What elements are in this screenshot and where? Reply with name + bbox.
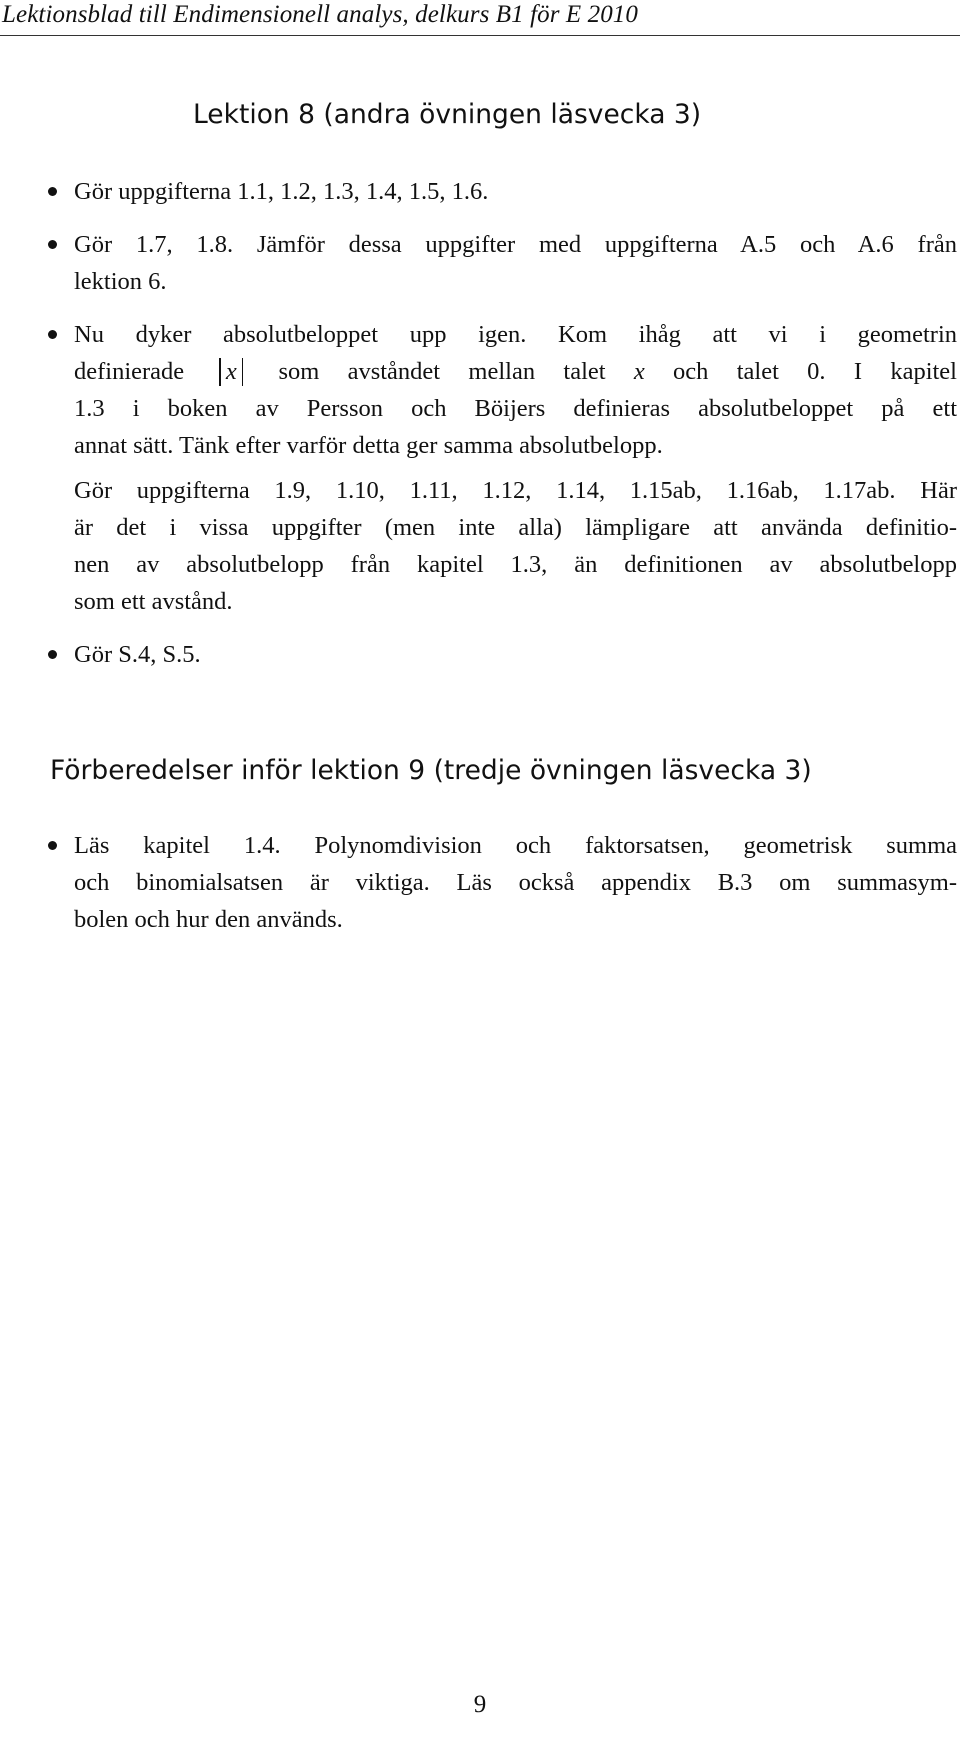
list-item-line: lektion 6. xyxy=(74,268,167,295)
list-item xyxy=(74,226,957,300)
forberedelser-task-list xyxy=(74,827,957,954)
section-title-lektion-8: Lektion 8 (andra övningen läsvecka 3) xyxy=(193,99,702,130)
text-fragment: som avståndet mellan talet xyxy=(250,358,634,385)
list-item-line: 1.3 i boken av Persson och Böijers definieras absolutbeloppet på ett xyxy=(74,395,957,422)
list-item xyxy=(74,173,957,210)
absolute-value-expression: x xyxy=(212,358,250,385)
math-variable: x xyxy=(633,358,645,385)
list-item xyxy=(74,316,957,620)
list-item-line: Gör uppgifterna 1.9, 1.10, 1.11, 1.12, 1.14, 1.15ab, 1.16ab, 1.17ab. Här xyxy=(74,477,957,504)
bullet-icon xyxy=(48,187,57,196)
bullet-icon xyxy=(48,841,57,850)
list-item-line: Gör uppgifterna 1.1, 1.2, 1.3, 1.4, 1.5, 1.6. xyxy=(74,178,489,205)
page-number: 9 xyxy=(473,1691,487,1718)
section-title-forberedelser: Förberedelser inför lektion 9 (tredje övningen läsvecka 3) xyxy=(50,755,812,786)
list-item-line: Gör 1.7, 1.8. Jämför dessa uppgifter med uppgifterna A.5 och A.6 från xyxy=(74,231,957,258)
running-header: Lektionsblad till Endimensionell analys, delkurs B1 för E 2010 xyxy=(2,1,639,28)
bullet-icon xyxy=(48,330,57,339)
list-item-line: som ett avstånd. xyxy=(74,588,233,615)
header-rule xyxy=(0,35,960,36)
list-item-line-with-math xyxy=(74,353,957,390)
list-item-line: nen av absolutbelopp från kapitel 1.3, än definitionen av absolutbelopp xyxy=(74,551,957,578)
list-item xyxy=(74,827,957,938)
text-fragment: och talet 0. I kapitel xyxy=(644,358,957,385)
list-item-line: Läs kapitel 1.4. Polynomdivision och faktorsatsen, geometrisk summa xyxy=(74,832,957,859)
text-fragment: definierade xyxy=(74,358,213,385)
list-item-line: Nu dyker absolutbeloppet upp igen. Kom ihåg att vi i geometrin xyxy=(74,321,957,348)
paragraph-gap xyxy=(74,464,957,472)
bullet-icon xyxy=(48,650,57,659)
bullet-icon xyxy=(48,240,57,249)
list-item-line: och binomialsatsen är viktiga. Läs också appendix B.3 om summasym- xyxy=(74,869,957,896)
list-item-line: är det i vissa uppgifter (men inte alla) lämpligare att använda definitio- xyxy=(74,514,957,541)
list-item-line: annat sätt. Tänk efter varför detta ger samma absolutbelopp. xyxy=(74,432,663,459)
lektion-8-task-list xyxy=(74,173,957,689)
list-item xyxy=(74,636,957,673)
list-item-line: bolen och hur den används. xyxy=(74,906,343,933)
list-item-line: Gör S.4, S.5. xyxy=(74,641,201,668)
